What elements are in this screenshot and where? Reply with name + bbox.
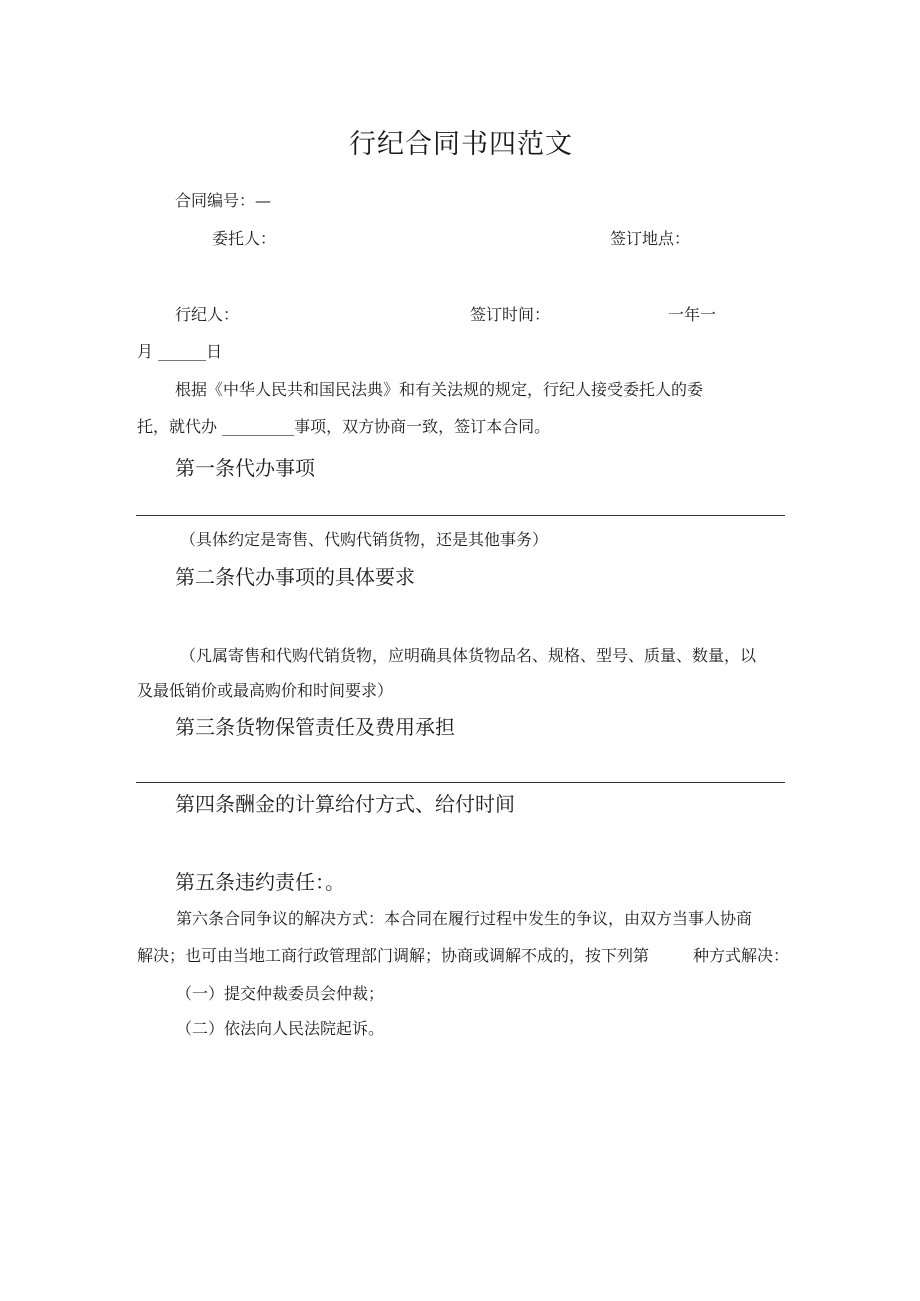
client-label: 委托人： (212, 229, 277, 248)
year-marker: 一年一 (668, 305, 717, 324)
article-2-title: 第二条代办事项的具体要求 (175, 565, 415, 589)
article-2-note-line-1: （凡属寄售和代购代销货物，应明确具体货物品名、规格、型号、质量、数量，以 (180, 646, 757, 665)
document-title: 行纪合同书四范文 (349, 129, 573, 160)
article-6-line-1: 第六条合同争议的解决方式：本合同在履行过程中发生的争议，由双方当事人协商 (176, 909, 753, 928)
article-1-note: （具体约定是寄售、代购代销货物，还是其他事务） (180, 530, 549, 549)
signing-place-label: 签订地点： (610, 229, 691, 248)
article-2-note-line-2: 及最低销价或最高购价和时间要求） (137, 681, 394, 700)
preamble-line-2: 托，就代办 _________事项，双方协商一致，签订本合同。 (137, 417, 551, 436)
article-6-line-2: 解决；也可由当地工商行政管理部门调解；协商或调解不成的，按下列第 (137, 946, 650, 965)
article-3-title: 第三条货物保管责任及费用承担 (175, 715, 455, 739)
article-1-title: 第一条代办事项 (175, 456, 315, 480)
preamble-line-1: 根据《中华人民共和国民法典》和有关法规的规定，行纪人接受委托人的委 (175, 380, 704, 399)
article-4-title: 第四条酬金的计算给付方式、给付时间 (175, 792, 515, 816)
article-5-title: 第五条违约责任：。 (175, 870, 345, 894)
fill-in-line-2 (136, 782, 785, 783)
commission-agent-label: 行纪人： (175, 305, 240, 324)
signing-time-label: 签订时间： (470, 305, 551, 324)
dispute-option-1: （一）提交仲裁委员会仲裁； (176, 984, 385, 1003)
dispute-option-2: （二）依法向人民法院起诉。 (176, 1019, 385, 1038)
article-6-line-2-end: 种方式解决： (693, 946, 790, 965)
month-day: 月 ______日 (137, 342, 223, 361)
contract-number: 合同编号：— (175, 191, 272, 210)
fill-in-line-1 (136, 515, 785, 516)
